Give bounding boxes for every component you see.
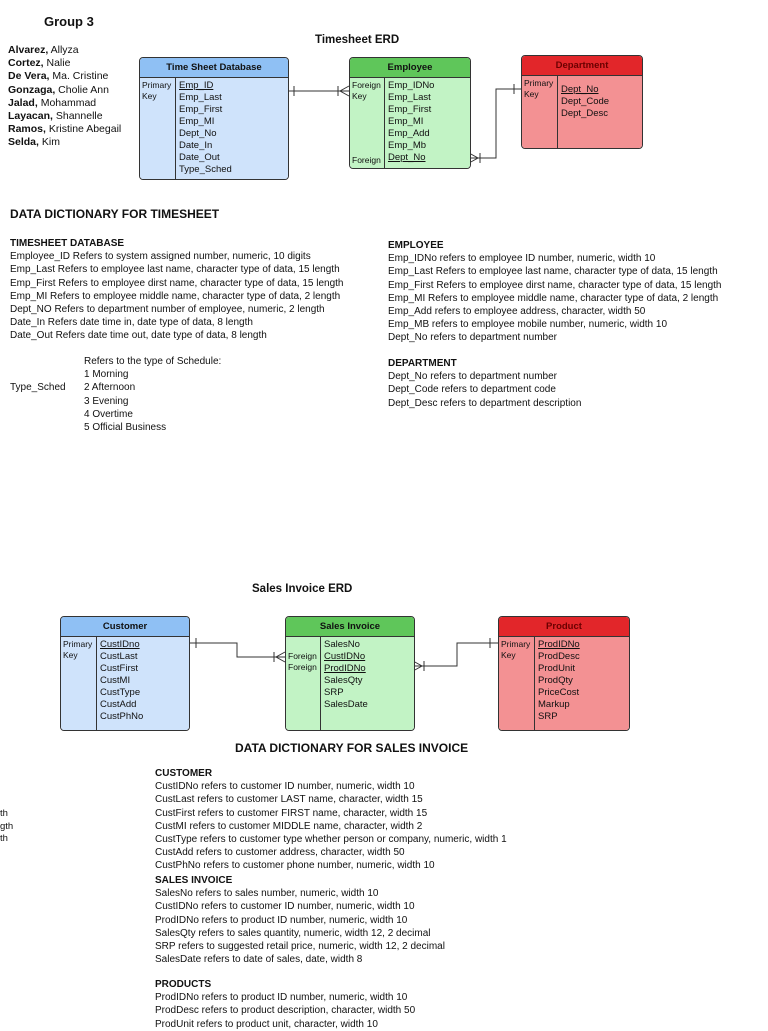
type-sched-values: Refers to the type of Schedule: 1 Morning 2 Afternoon 3 Evening 4 Overtime 5 Official Business — [84, 356, 222, 434]
attribute: Date_Out — [179, 152, 220, 163]
clipped-text-fragments: th gth th — [0, 808, 14, 844]
attribute: Emp_First — [388, 104, 432, 115]
entity-sales-invoice[interactable] — [285, 616, 415, 731]
attribute: Dept_No — [561, 84, 599, 95]
key-column: Primary Key — [140, 78, 176, 179]
attribute: ProdIDNo — [324, 663, 366, 674]
connector-customer-invoice — [188, 643, 285, 657]
attribute: ProdDesc — [538, 651, 580, 662]
entity-header: Time Sheet Database — [140, 58, 288, 78]
entity-header: Employee — [350, 58, 470, 78]
entity-timesheet-database[interactable] — [139, 57, 289, 180]
dd-sales-title: DATA DICTIONARY FOR SALES INVOICE — [235, 741, 469, 755]
key-column: Primary Key — [61, 637, 97, 730]
member-item: Cortez, Nalie — [8, 57, 71, 70]
attribute: Type_Sched — [179, 164, 232, 175]
connector-product-invoice — [413, 643, 498, 666]
key-column: Primary Key — [499, 637, 535, 730]
attribute: SalesNo — [324, 639, 360, 650]
attribute: Emp_MI — [179, 116, 215, 127]
attribute: SalesQty — [324, 675, 363, 686]
key-column: Foreign Key Foreign — [350, 78, 385, 168]
timesheet-erd-title: Timesheet ERD — [315, 34, 400, 46]
member-item: Jalad, Mohammad — [8, 96, 97, 109]
attribute: Markup — [538, 699, 570, 710]
dd-employee: EMPLOYEE Emp_IDNo refers to employee ID number, numeric, width 10 Emp_Last Refers to employee last name, character type of data, 15 length Emp_First Refers to employee dirst name, character type of data, 15 length Emp_MI Refers to employee middle name, character type of data, 2 length Emp_Add refers to employee address, character, width 50 Emp_MB refers to employee mobile number, numeric, width 10 Dept_No refers to department number — [388, 240, 722, 344]
group-title: Group 3 — [44, 14, 94, 29]
attribute: CustLast — [100, 651, 138, 662]
attribute: CustIDno — [100, 639, 140, 650]
member-item: Selda, Kim — [8, 136, 60, 149]
attribute-list — [558, 76, 642, 148]
member-item: De Vera, Ma. Cristine — [8, 70, 109, 83]
attribute: Emp_IDNo — [388, 80, 435, 91]
attribute: PriceCost — [538, 687, 580, 698]
attribute: Emp_Mb — [388, 140, 427, 151]
dd-customer: CUSTOMER CustIDNo refers to customer ID number, numeric, width 10 CustLast refers to customer LAST name, character, width 15 CustFirst refers to customer FIRST name, character, width 15 CustMI refers to customer MIDDLE name, character, width 2 CustType refers to customer type whether person or company, numeric, width 1 CustAdd refers to customer address, character, width 50 CustPhNo refers to customer phone number, numeric, width 10 — [155, 768, 507, 872]
sales-erd-title: Sales Invoice ERD — [252, 583, 353, 595]
key-column: Primary Key — [522, 76, 558, 148]
attribute-list — [385, 78, 470, 168]
attribute: ProdUnit — [538, 663, 575, 674]
attribute: CustMI — [100, 675, 131, 686]
attribute: Date_In — [179, 140, 213, 151]
entity-employee[interactable] — [349, 57, 471, 169]
key-column: Foreign Foreign — [286, 637, 321, 730]
attribute: ProdQty — [538, 675, 573, 686]
attribute: ProdIDNo — [538, 639, 580, 650]
attribute: SalesDate — [324, 699, 368, 710]
entity-header: Department — [522, 56, 642, 76]
attribute: Emp_MI — [388, 116, 424, 127]
attribute-list — [321, 637, 414, 730]
attribute: Dept_Desc — [561, 108, 608, 119]
attribute-list — [176, 78, 288, 179]
dd-department: DEPARTMENT Dept_No refers to department number Dept_Code refers to department code Dept_Desc refers to department description — [388, 358, 582, 409]
member-item: Ramos, Kristine Abegail — [8, 123, 122, 136]
member-item: Gonzaga, Cholie Ann — [8, 83, 109, 96]
attribute: CustPhNo — [100, 711, 144, 722]
dd-sales-invoice: SALES INVOICE SalesNo refers to sales number, numeric, width 10 CustIDNo refers to customer ID number, numeric, width 10 ProdIDNo refers to product ID number, numeric, width 10 SalesQty refers to sales quantity, numeric, width 12, 2 decimal SRP refers to suggested retail price, numeric, width 12, 2 decimal SalesDate refers to date of sales, date, width 8 — [155, 875, 445, 966]
attribute-list — [97, 637, 189, 730]
connector-department-employee — [469, 89, 521, 158]
entity-header: Product — [499, 617, 629, 637]
entity-product[interactable] — [498, 616, 630, 731]
attribute: Dept_Code — [561, 96, 610, 107]
entity-header: Customer — [61, 617, 189, 637]
type-sched-label: Type_Sched — [10, 382, 66, 393]
attribute: Dept_No — [388, 152, 426, 163]
attribute: Emp_Last — [388, 92, 431, 103]
dd-timesheet-database: TIMESHEET DATABASE Employee_ID Refers to system assigned number, numeric, 10 digits Emp_Last Refers to employee last name, character type of data, 15 length Emp_First Refers to employee dirst name, character type of data, 15 length Emp_MI Refers to employee middle name, character type of data, 2 length Dept_NO Refers to department number of employee, numeric, 2 length Date_In Refers date time in, date type of data, 8 length Date_Out Refers date time out, date type of data, 8 length — [10, 238, 344, 342]
attribute: CustIDNo — [324, 651, 366, 662]
entity-department[interactable] — [521, 55, 643, 149]
member-item: Layacan, Shannelle — [8, 110, 103, 123]
entity-customer[interactable] — [60, 616, 190, 731]
attribute: Dept_No — [179, 128, 217, 139]
attribute: Emp_Last — [179, 92, 222, 103]
member-item: Alvarez, Allyza — [8, 44, 79, 56]
attribute: CustAdd — [100, 699, 137, 710]
attribute: SRP — [324, 687, 344, 698]
attribute-list — [535, 637, 629, 730]
dd-timesheet-title: DATA DICTIONARY FOR TIMESHEET — [10, 207, 220, 221]
attribute: Emp_Add — [388, 128, 430, 139]
entity-header: Sales Invoice — [286, 617, 414, 637]
attribute: Emp_ID — [179, 80, 214, 91]
attribute: CustFirst — [100, 663, 138, 674]
attribute: CustType — [100, 687, 141, 698]
attribute: Emp_First — [179, 104, 223, 115]
attribute: SRP — [538, 711, 558, 722]
dd-products: PRODUCTS ProdIDNo refers to product ID number, numeric, width 10 ProdDesc refers to product description, character, width 50 ProdUnit refers to product unit, character, width 10 — [155, 979, 416, 1030]
